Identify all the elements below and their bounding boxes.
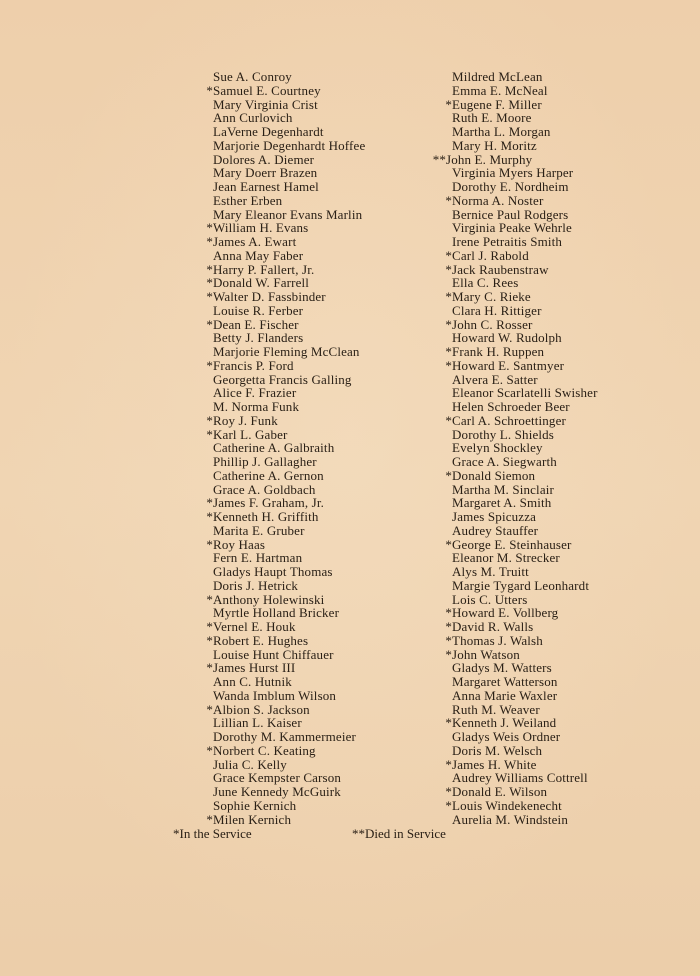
name-entry: Ruth E. Moore bbox=[452, 110, 532, 126]
name-entry: *Roy Haas bbox=[206, 536, 266, 552]
name-entry: M. Norma Funk bbox=[213, 399, 300, 414]
name-entry: *Karl L. Gaber bbox=[206, 426, 288, 442]
name-entry: *Harry P. Fallert, Jr. bbox=[206, 261, 315, 277]
name-entry: *James F. Graham, Jr. bbox=[206, 495, 324, 511]
name-entry: Myrtle Holland Bricker bbox=[213, 605, 340, 621]
name-entry: LaVerne Degenhardt bbox=[213, 124, 324, 139]
name-entry: *Samuel E. Courtney bbox=[206, 82, 321, 98]
name-entry: Audrey Stauffer bbox=[452, 522, 539, 538]
name-entry: Aurelia M. Windstein bbox=[452, 811, 568, 827]
name-entry: Doris M. Welsch bbox=[452, 742, 543, 758]
name-entry: *Anthony Holewinski bbox=[206, 591, 325, 607]
name-entry: Alice F. Frazier bbox=[213, 385, 297, 401]
name-entry: Mary Virginia Crist bbox=[213, 96, 318, 112]
legend-died-in-service: **Died in Service bbox=[352, 826, 446, 841]
name-entry: Dorothy E. Nordheim bbox=[452, 179, 569, 194]
name-entry: Ella C. Rees bbox=[452, 275, 519, 291]
name-entry: Howard W. Rudolph bbox=[452, 330, 562, 346]
name-entry: *Donald E. Wilson bbox=[445, 784, 548, 799]
name-entry: *John C. Rosser bbox=[445, 316, 533, 332]
name-entry: Grace A. Goldbach bbox=[213, 481, 316, 497]
name-entry: Ann C. Hutnik bbox=[213, 674, 292, 689]
name-entry: June Kennedy McGuirk bbox=[213, 784, 341, 799]
name-entry: *Donald W. Farrell bbox=[206, 275, 310, 291]
name-entry: Louise Hunt Chiffauer bbox=[213, 646, 334, 662]
name-entry: Virginia Myers Harper bbox=[452, 165, 574, 181]
name-entry: Gladys M. Watters bbox=[452, 660, 552, 676]
name-entry: Irene Petraitis Smith bbox=[452, 234, 563, 249]
name-entry: Martha L. Morgan bbox=[452, 124, 551, 139]
name-entry: Phillip J. Gallagher bbox=[213, 454, 317, 469]
legend-in-service: *In the Service bbox=[173, 826, 252, 841]
name-entry: Wanda Imblum Wilson bbox=[213, 687, 337, 703]
right-name-column bbox=[432, 69, 598, 827]
name-entry: *Carl J. Rabold bbox=[445, 247, 529, 263]
name-entry: Dolores A. Diemer bbox=[213, 151, 315, 167]
name-entry: Anna May Faber bbox=[213, 247, 304, 263]
name-entry: Grace Kempster Carson bbox=[213, 770, 342, 786]
name-entry: Evelyn Shockley bbox=[452, 440, 543, 456]
name-entry: Sophie Kernich bbox=[213, 797, 297, 813]
name-entry: *Roy J. Funk bbox=[206, 412, 278, 428]
name-entry: Marjorie Degenhardt Hoffee bbox=[213, 137, 366, 153]
name-entry: Julia C. Kelly bbox=[213, 756, 287, 772]
name-entry: Ann Curlovich bbox=[213, 110, 293, 126]
name-entry: Mary Doerr Brazen bbox=[213, 165, 318, 181]
name-entry: Doris J. Hetrick bbox=[213, 577, 299, 593]
name-entry: Eleanor Scarlatelli Swisher bbox=[452, 385, 598, 401]
name-entry: *Vernel E. Houk bbox=[206, 619, 296, 634]
name-entry: Marjorie Fleming McClean bbox=[213, 344, 360, 359]
name-entry: Clara H. Rittiger bbox=[452, 302, 542, 318]
name-entry: *Donald Siemon bbox=[445, 467, 536, 483]
name-entry: Dorothy M. Kammermeier bbox=[213, 729, 357, 744]
name-entry: *Francis P. Ford bbox=[206, 357, 294, 373]
name-entry: Grace A. Siegwarth bbox=[452, 454, 557, 469]
name-entry: *George E. Steinhauser bbox=[445, 536, 572, 552]
name-entry: Fern E. Hartman bbox=[213, 550, 303, 566]
name-entry: *James A. Ewart bbox=[206, 234, 297, 249]
name-entry: *Eugene F. Miller bbox=[445, 96, 542, 112]
name-entry: *Albion S. Jackson bbox=[206, 701, 310, 717]
name-entry: James Spicuzza bbox=[452, 509, 537, 524]
name-entry: Georgetta Francis Galling bbox=[213, 371, 352, 387]
name-entry: Betty J. Flanders bbox=[213, 330, 304, 346]
name-entry: *David R. Walls bbox=[445, 619, 534, 634]
name-entry: *Milen Kernich bbox=[206, 811, 292, 827]
name-entry: *Thomas J. Walsh bbox=[445, 632, 543, 648]
name-entry: *Frank H. Ruppen bbox=[445, 344, 545, 359]
name-entry: *John Watson bbox=[445, 646, 520, 662]
name-entry: Bernice Paul Rodgers bbox=[452, 206, 569, 222]
name-entry: *James H. White bbox=[445, 756, 537, 772]
name-entry: Gladys Haupt Thomas bbox=[213, 564, 333, 579]
name-entry: *Kenneth J. Weiland bbox=[445, 715, 557, 731]
name-entry: *Mary C. Rieke bbox=[445, 289, 531, 304]
name-entry: Esther Erben bbox=[213, 192, 283, 208]
name-entry: *Walter D. Fassbinder bbox=[206, 289, 326, 304]
name-entry: Lillian L. Kaiser bbox=[213, 715, 302, 731]
name-entry: Martha M. Sinclair bbox=[452, 481, 554, 497]
name-entry: *Kenneth H. Griffith bbox=[206, 509, 319, 524]
name-entry: Gladys Weis Ordner bbox=[452, 729, 561, 744]
name-entry: Dorothy L. Shields bbox=[452, 426, 555, 442]
name-entry: Virginia Peake Wehrle bbox=[452, 220, 572, 236]
name-entry: *Jack Raubenstraw bbox=[445, 261, 549, 277]
name-entry: Mildred McLean bbox=[452, 69, 543, 84]
name-entry: Eleanor M. Strecker bbox=[452, 550, 560, 566]
name-entry: Emma E. McNeal bbox=[452, 82, 548, 98]
name-entry: Margaret Watterson bbox=[452, 674, 558, 689]
name-entry: Louise R. Ferber bbox=[213, 302, 304, 318]
name-entry: Ruth M. Weaver bbox=[452, 701, 540, 717]
name-entry: Margaret A. Smith bbox=[452, 495, 552, 511]
name-entry: *Louis Windekenecht bbox=[445, 797, 562, 813]
left-name-column bbox=[206, 69, 366, 827]
name-entry: *Howard E. Vollberg bbox=[445, 605, 559, 621]
name-entry: Jean Earnest Hamel bbox=[213, 179, 319, 194]
name-entry: Lois C. Utters bbox=[452, 591, 528, 607]
name-entry: *Norma A. Noster bbox=[445, 192, 544, 208]
name-entry: Catherine A. Gernon bbox=[213, 467, 324, 483]
name-entry: Margie Tygard Leonhardt bbox=[452, 577, 590, 593]
name-entry: Anna Marie Waxler bbox=[452, 687, 558, 703]
name-entry: *William H. Evans bbox=[206, 220, 309, 236]
name-entry: Mary Eleanor Evans Marlin bbox=[213, 206, 363, 222]
name-entry: *James Hurst III bbox=[206, 660, 296, 676]
name-entry: Catherine A. Galbraith bbox=[213, 440, 335, 456]
name-entry: Alvera E. Satter bbox=[452, 371, 538, 387]
name-entry: Helen Schroeder Beer bbox=[452, 399, 570, 414]
name-entry: Alys M. Truitt bbox=[452, 564, 529, 579]
name-entry: Mary H. Moritz bbox=[452, 137, 537, 153]
name-entry: Sue A. Conroy bbox=[213, 69, 292, 84]
name-entry: *Robert E. Hughes bbox=[206, 632, 309, 648]
name-entry: *Dean E. Fischer bbox=[206, 316, 299, 332]
name-entry: Audrey Williams Cottrell bbox=[452, 770, 588, 786]
name-entry: **John E. Murphy bbox=[432, 151, 533, 167]
name-entry: *Howard E. Santmyer bbox=[445, 357, 565, 373]
name-entry: *Norbert C. Keating bbox=[206, 742, 316, 758]
name-entry: *Carl A. Schroettinger bbox=[445, 412, 566, 428]
name-entry: Marita E. Gruber bbox=[213, 522, 305, 538]
